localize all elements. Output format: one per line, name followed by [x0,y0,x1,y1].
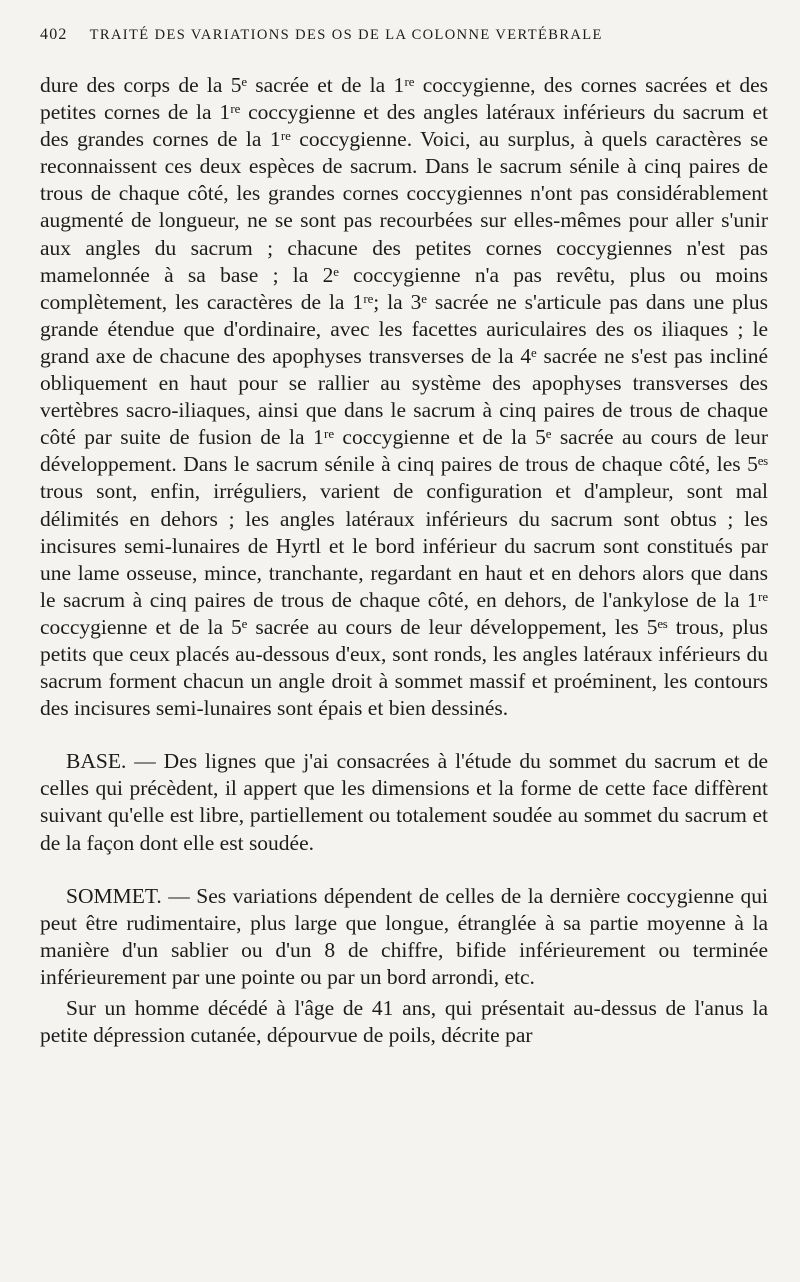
paragraph-continuation: dure des corps de la 5ᵉ sacrée et de la 1ʳᵉ coccygienne, des cornes sacrées et des petites cornes de la 1ʳᵉ coccygienne et des angles latéraux inférieurs du sacrum et des grandes cornes de la 1ʳᵉ coccygienne. Voici, au surplus, à quels caractères se reconnaissent ces deux espèces de sacrum. Dans le sacrum sénile à cinq paires de trous de chaque côté, les grandes cornes coccygiennes n'ont pas considérablement augmenté de longueur, ne se sont pas recourbées sur elles-mêmes pour aller s'unir aux angles du sacrum ; chacune des petites cornes coccygiennes n'est pas mamelonnée à sa base ; la 2ᵉ coccygienne n'a pas revêtu, plus ou moins complètement, les caractères de la 1ʳᵉ; la 3ᵉ sacrée ne s'articule pas dans une plus grande étendue que d'ordinaire, avec les facettes auriculaires des os iliaques ; le grand axe de chacune des apophyses transverses de la 4ᵉ sacrée ne s'est pas incliné obliquement en haut pour se rallier au système des apophyses transverses des vertèbres sacro-iliaques, ainsi que dans le sacrum à cinq paires de trous de chaque côté par suite de fusion de la 1ʳᵉ coccygienne et de la 5ᵉ sacrée au cours de leur développement. Dans le sacrum sénile à cinq paires de trous de chaque côté, les 5ᵉˢ trous sont, enfin, irréguliers, varient de configuration et d'ampleur, sont mal délimités en dehors ; les angles latéraux inférieurs du sacrum sont obtus ; les incisures semi-lunaires de Hyrtl et le bord inférieur du sacrum sont constitués par une lame osseuse, mince, tranchante, regardant en haut et en dehors alors que dans le sacrum à cinq paires de trous de chaque côté, en dehors, de l'ankylose de la 1ʳᵉ coccygienne et de la 5ᵉ sacrée au cours de leur développement, les 5ᵉˢ trous, plus petits que ceux placés au-dessous d'eux, sont ronds, les angles latéraux inférieurs du sacrum forment chacun un angle droit à sommet massif et proéminent, les contours des incisures semi-lunaires sont épais et bien dessinés. [40,73,768,721]
paragraph-base: BASE. — Des lignes que j'ai consacrées à l'étude du sommet du sacrum et de celles qui précèdent, il appert que les dimensions et la forme de cette face diffèrent suivant qu'elle est libre, partiellement ou totalement soudée au sommet du sacrum et de la façon dont elle est soudée. [40,749,768,855]
page-number: 402 [40,26,68,43]
running-title: TRAITÉ DES VARIATIONS DES OS DE LA COLONNE VERTÉBRALE [89,27,603,43]
running-header [40,26,768,54]
body-text [40,72,768,1049]
paragraph-case-report: Sur un homme décédé à l'âge de 41 ans, qui présentait au-dessus de l'anus la petite dépression cutanée, dépourvue de poils, décrite par [40,996,768,1048]
paragraph-sommet: SOMMET. — Ses variations dépendent de celles de la dernière coccygienne qui peut être rudimentaire, plus large que longue, étranglée à sa partie moyenne à la manière d'un sablier ou d'un 8 de chiffre, bifide inférieurement ou terminée inférieurement par une pointe ou par un bord arrondi, etc. [40,883,768,989]
